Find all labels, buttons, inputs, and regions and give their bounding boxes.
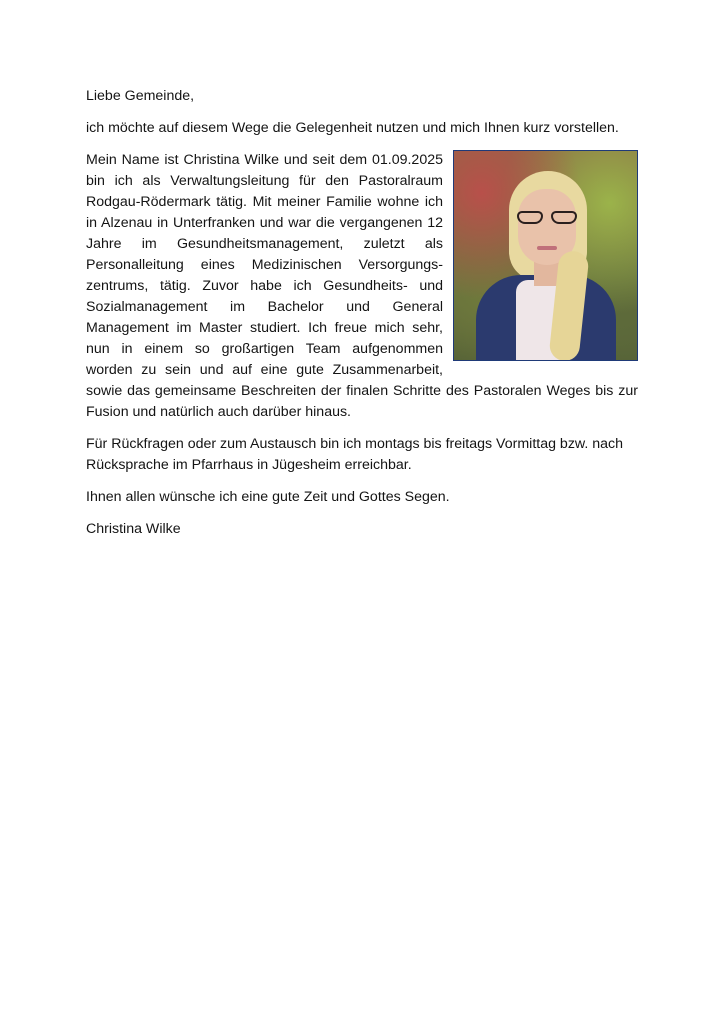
closing-paragraph: Ihnen allen wünsche ich eine gute Zeit und Gottes Segen. [86,489,450,505]
portrait-photo [453,150,638,361]
contact-paragraph: Für Rückfragen oder zum Austausch bin ich montags bis freitags Vormittag bzw. nach Rücksprache im Pfarrhaus in Jügesheim erreichbar. [86,436,624,473]
main-paragraph: Mein Name ist Christina Wilke und seit dem 01.09.2025 bin ich als Verwaltungsleitung für den Pastoralraum Rodgau-Rödermark tätig. Mit meiner Familie wohne ich in Alzenau in Unterfranken und war die vergangenen 12 Jahre im Gesundheitsmanagement, zuletzt als Personalleitung eines Medizinischen Versorgungs-zentrums, tätig. Zuvor habe ich Gesundheits- und Sozialmanagement im Bachelor und General Management im Master studiert. Ich freue mich sehr, nun in einem so großartigen Team aufgenommen worden zu sein und auf eine gute Zusammenarbeit, sowie das gemeinsame Beschreiten der finalen Schritte des Pastoralen Weges bis zur Fusion und natürlich auch darüber hinaus. [86,152,638,420]
photo-mouth [537,246,557,250]
salutation: Liebe Gemeinde, [86,88,195,104]
photo-glasses [517,211,577,225]
letter [86,86,638,551]
signature: Christina Wilke [86,521,181,537]
intro-paragraph: ich möchte auf diesem Wege die Gelegenheit nutzen und mich Ihnen kurz vorstellen. [86,120,619,136]
